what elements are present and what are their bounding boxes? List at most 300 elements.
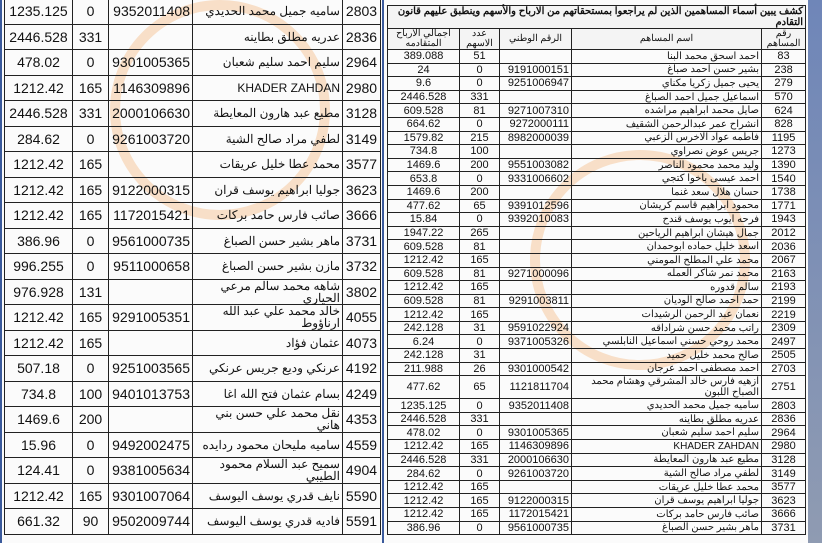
table-row xyxy=(388,240,806,254)
national-id-cell: 2000106630 xyxy=(500,453,572,467)
shares-count-cell: 165 xyxy=(73,203,109,229)
national-id-cell xyxy=(500,185,572,199)
total-dividends-cell: 653.8 xyxy=(388,172,460,186)
shareholder-name-cell: محمود ابراهيم قاسم كريشان xyxy=(572,199,762,213)
table-row xyxy=(388,63,806,77)
shares-count-cell: 0 xyxy=(73,228,109,254)
national-id-cell: 9271000096 xyxy=(500,267,572,281)
shares-count-cell: 331 xyxy=(460,90,500,104)
shares-count-cell: 200 xyxy=(460,185,500,199)
shares-count-cell: 0 xyxy=(460,426,500,440)
national-id-cell xyxy=(500,281,572,295)
shareholder-number-cell: 2505 xyxy=(762,349,806,363)
table-title-row xyxy=(388,6,806,29)
shareholder-name-cell: جمال هيشان ابراهيم الرياحين xyxy=(572,226,762,240)
national-id-cell: 2000106630 xyxy=(109,101,193,127)
table-row xyxy=(5,101,381,127)
national-id-cell xyxy=(109,152,193,178)
national-id-cell xyxy=(500,240,572,254)
table-row xyxy=(388,145,806,159)
national-id-cell: 9502009744 xyxy=(109,509,193,535)
shares-count-cell: 165 xyxy=(460,508,500,522)
shareholder-name-cell: اسماعيل جميل احمد الصباغ xyxy=(572,90,762,104)
total-dividends-cell: 1212.42 xyxy=(388,440,460,454)
total-dividends-cell: 1212.42 xyxy=(388,281,460,295)
national-id-cell: 1121811704 xyxy=(500,376,572,399)
table-row xyxy=(388,50,806,64)
shareholder-name-cell: حسان هلال سعد غنما xyxy=(572,185,762,199)
total-dividends-cell: 609.528 xyxy=(388,267,460,281)
total-dividends-cell: 1469.6 xyxy=(388,158,460,172)
shareholder-name-cell: جوليا ابراهيم يوسف قران xyxy=(193,177,343,203)
national-id-cell: 9391012596 xyxy=(500,199,572,213)
national-id-cell: 9511000658 xyxy=(109,254,193,280)
shareholder-number-cell: 828 xyxy=(762,117,806,131)
table-row xyxy=(5,50,381,76)
shares-count-cell: 81 xyxy=(460,294,500,308)
shareholder-name-cell: KHADER ZAHDAN xyxy=(572,440,762,454)
shareholder-name-cell: نايف قدري يوسف اليوسف xyxy=(193,483,343,509)
shares-count-cell: 331 xyxy=(73,24,109,50)
table-row xyxy=(388,117,806,131)
shares-count-cell: 0 xyxy=(73,126,109,152)
total-dividends-cell: 2446.528 xyxy=(5,101,73,127)
total-dividends-cell: 284.62 xyxy=(5,126,73,152)
table-row xyxy=(5,254,381,280)
shareholder-name-cell: بسام عثمان فتح الله اغا xyxy=(193,381,343,407)
national-id-cell: 9291005351 xyxy=(109,305,193,331)
shareholder-name-cell: ساميه جميل محمد الحديدي xyxy=(193,0,343,24)
table-row xyxy=(388,199,806,213)
shareholder-number-cell: 3149 xyxy=(762,467,806,481)
total-dividends-cell: 1235.125 xyxy=(388,399,460,413)
shareholder-number-cell: 3577 xyxy=(343,152,381,178)
shareholders-table-right xyxy=(387,5,806,535)
shares-count-cell: 0 xyxy=(460,467,500,481)
total-dividends-cell: 1212.42 xyxy=(5,483,73,509)
shareholder-number-cell: 2309 xyxy=(762,321,806,335)
shareholder-number-cell: 2163 xyxy=(762,267,806,281)
national-id-cell xyxy=(500,253,572,267)
shareholder-number-cell: 5590 xyxy=(343,483,381,509)
shares-count-cell: 90 xyxy=(73,509,109,535)
shareholder-name-cell: فاديه قدري يوسف اليوسف xyxy=(193,509,343,535)
table-row xyxy=(388,104,806,118)
table-row xyxy=(388,213,806,227)
table-row xyxy=(388,349,806,363)
shareholder-name-cell: عثمان فؤاد xyxy=(193,330,343,356)
total-dividends-cell: 2446.528 xyxy=(388,412,460,426)
shareholder-number-cell: 1771 xyxy=(762,199,806,213)
table-row xyxy=(388,426,806,440)
total-dividends-cell: 1212.42 xyxy=(388,308,460,322)
shareholder-number-cell: 2836 xyxy=(343,24,381,50)
table-row xyxy=(5,126,381,152)
shares-count-cell: 31 xyxy=(460,321,500,335)
shareholder-number-cell: 2964 xyxy=(762,426,806,440)
national-id-cell xyxy=(500,50,572,64)
shareholder-name-cell: ازهيه فارس خالد المشرقي وهشام محمد الصباح اللبون xyxy=(572,376,762,399)
shareholder-number-cell: 2012 xyxy=(762,226,806,240)
shareholder-number-cell: 279 xyxy=(762,77,806,91)
shares-count-cell: 65 xyxy=(460,199,500,213)
shareholder-number-cell: 3666 xyxy=(343,203,381,229)
shares-count-cell: 0 xyxy=(73,50,109,76)
header-shareholder-name: اسم المساهم xyxy=(572,29,762,50)
national-id-cell: 9392010083 xyxy=(500,213,572,227)
shareholder-number-cell: 4192 xyxy=(343,356,381,382)
national-id-cell xyxy=(500,480,572,494)
total-dividends-cell: 2446.528 xyxy=(388,90,460,104)
shareholder-name-cell: سليم احمد سليم شعبان xyxy=(572,426,762,440)
shareholder-number-cell: 2803 xyxy=(762,399,806,413)
shareholder-number-cell: 238 xyxy=(762,63,806,77)
total-dividends-cell: 609.528 xyxy=(388,240,460,254)
national-id-cell: 9331006602 xyxy=(500,172,572,186)
national-id-cell: 1172015421 xyxy=(500,508,572,522)
table-row xyxy=(388,376,806,399)
shareholder-name-cell: بشير حسن احمد صباغ xyxy=(572,63,762,77)
header-national-id: الرقم الوطني xyxy=(500,29,572,50)
table-row xyxy=(388,521,806,535)
shareholder-number-cell: 1195 xyxy=(762,131,806,145)
table-row xyxy=(5,203,381,229)
national-id-cell xyxy=(109,407,193,433)
table-row xyxy=(388,508,806,522)
shares-count-cell: 0 xyxy=(73,0,109,24)
national-id-cell: 9551003082 xyxy=(500,158,572,172)
table-row xyxy=(388,362,806,376)
shareholder-number-cell: 3731 xyxy=(762,521,806,535)
total-dividends-cell: 389.088 xyxy=(388,50,460,64)
total-dividends-cell: 1212.42 xyxy=(5,203,73,229)
national-id-cell xyxy=(500,308,572,322)
total-dividends-cell: 124.41 xyxy=(5,458,73,484)
shareholder-number-cell: 3149 xyxy=(343,126,381,152)
header-total-dividends: اجمالي الارباح المتقادمه xyxy=(388,29,460,50)
shares-count-cell: 165 xyxy=(73,152,109,178)
table-row xyxy=(5,0,381,24)
shares-count-cell: 165 xyxy=(460,308,500,322)
shareholder-name-cell: ماهر بشير حسن الصباغ xyxy=(193,228,343,254)
table-row xyxy=(388,294,806,308)
background-edge xyxy=(808,0,822,543)
total-dividends-cell: 477.62 xyxy=(388,376,460,399)
total-dividends-cell: 284.62 xyxy=(388,467,460,481)
shareholder-number-cell: 2067 xyxy=(762,253,806,267)
shares-count-cell: 0 xyxy=(460,521,500,535)
shares-count-cell: 65 xyxy=(460,376,500,399)
national-id-cell xyxy=(500,412,572,426)
total-dividends-cell: 477.62 xyxy=(388,199,460,213)
shares-count-cell: 0 xyxy=(460,117,500,131)
shareholder-number-cell: 2036 xyxy=(762,240,806,254)
shareholder-number-cell: 570 xyxy=(762,90,806,104)
shares-count-cell: 331 xyxy=(460,412,500,426)
table-title: كشف يبين أسماء المساهمين الذين لم يراجعوا بمستحقاتهم من الارباح والأسهم وينطبق عليهم قانون التقادم xyxy=(388,6,806,29)
total-dividends-cell: 24 xyxy=(388,63,460,77)
table-row xyxy=(5,228,381,254)
total-dividends-cell: 1212.42 xyxy=(388,494,460,508)
shareholder-number-cell: 5591 xyxy=(343,509,381,535)
shareholders-table-left xyxy=(4,0,381,535)
total-dividends-cell: 386.96 xyxy=(5,228,73,254)
shares-count-cell: 200 xyxy=(460,158,500,172)
table-row xyxy=(388,321,806,335)
shares-count-cell: 165 xyxy=(460,281,500,295)
total-dividends-cell: 6.24 xyxy=(388,335,460,349)
shares-count-cell: 165 xyxy=(460,480,500,494)
shareholder-name-cell: لطفي مراد صالح الشية xyxy=(572,467,762,481)
national-id-cell: 9261003720 xyxy=(500,467,572,481)
shareholder-name-cell: سميح عبد السلام محمود الطيبي xyxy=(193,458,343,484)
shareholder-name-cell: محمد نمر شاكر العمله xyxy=(572,267,762,281)
table-row xyxy=(388,453,806,467)
shareholder-name-cell: عدريه مطلق بطاينه xyxy=(193,24,343,50)
shareholder-number-cell: 3623 xyxy=(762,494,806,508)
shareholder-number-cell: 1273 xyxy=(762,145,806,159)
total-dividends-cell: 1212.42 xyxy=(5,152,73,178)
shareholder-number-cell: 3732 xyxy=(343,254,381,280)
total-dividends-cell: 1212.42 xyxy=(5,75,73,101)
total-dividends-cell: 211.988 xyxy=(388,362,460,376)
national-id-cell: 9191000151 xyxy=(500,63,572,77)
shares-count-cell: 0 xyxy=(460,172,500,186)
total-dividends-cell: 661.32 xyxy=(5,509,73,535)
shareholder-name-cell: KHADER ZAHDAN xyxy=(193,75,343,101)
table-row xyxy=(388,281,806,295)
national-id-cell: 9291003811 xyxy=(500,294,572,308)
table-row xyxy=(5,458,381,484)
national-id-cell: 9122000315 xyxy=(500,494,572,508)
shares-count-cell: 0 xyxy=(460,63,500,77)
shareholder-name-cell: عرنكي وديع جريس عرنكي xyxy=(193,356,343,382)
table-row xyxy=(388,226,806,240)
shareholder-number-cell: 3731 xyxy=(343,228,381,254)
shareholder-name-cell: ساميه مليحان محمود ردايده xyxy=(193,432,343,458)
national-id-cell: 9352011408 xyxy=(109,0,193,24)
shares-count-cell: 165 xyxy=(73,330,109,356)
shares-count-cell: 0 xyxy=(460,335,500,349)
total-dividends-cell: 386.96 xyxy=(388,521,460,535)
shareholder-number-cell: 2980 xyxy=(343,75,381,101)
national-id-cell xyxy=(500,226,572,240)
shares-count-cell: 81 xyxy=(460,267,500,281)
total-dividends-cell: 609.528 xyxy=(388,294,460,308)
national-id-cell: 9122000315 xyxy=(109,177,193,203)
shareholder-name-cell: فرحه ايوب يوسف قندح xyxy=(572,213,762,227)
shareholder-number-cell: 2964 xyxy=(343,50,381,76)
shares-count-cell: 0 xyxy=(73,432,109,458)
national-id-cell: 9251003565 xyxy=(109,356,193,382)
shareholder-name-cell: جريس عوض نصراوي xyxy=(572,145,762,159)
shareholder-number-cell: 4904 xyxy=(343,458,381,484)
shareholder-name-cell: صائب فارس حامد بركات xyxy=(193,203,343,229)
shareholder-number-cell: 3577 xyxy=(762,480,806,494)
shareholder-name-cell: راتب محمد حسن شراداقه xyxy=(572,321,762,335)
total-dividends-cell: 478.02 xyxy=(5,50,73,76)
total-dividends-cell: 1947.22 xyxy=(388,226,460,240)
shares-count-cell: 51 xyxy=(460,50,500,64)
table-row xyxy=(388,77,806,91)
shareholder-name-cell: فاطمه عواد الاخرس الزعبي xyxy=(572,131,762,145)
shareholder-number-cell: 4249 xyxy=(343,381,381,407)
total-dividends-cell: 1469.6 xyxy=(5,407,73,433)
table-row xyxy=(5,509,381,535)
shareholder-name-cell: وليد محمد محمود الناصر xyxy=(572,158,762,172)
table-row xyxy=(388,308,806,322)
shareholder-number-cell: 1390 xyxy=(762,158,806,172)
shareholder-number-cell: 1540 xyxy=(762,172,806,186)
shares-count-cell: 0 xyxy=(460,77,500,91)
table-row xyxy=(5,305,381,331)
shareholder-number-cell: 3128 xyxy=(762,453,806,467)
total-dividends-cell: 478.02 xyxy=(388,426,460,440)
shares-count-cell: 265 xyxy=(460,226,500,240)
table-row xyxy=(388,267,806,281)
total-dividends-cell: 1212.42 xyxy=(388,508,460,522)
national-id-cell: 1146309896 xyxy=(109,75,193,101)
total-dividends-cell: 734.8 xyxy=(5,381,73,407)
total-dividends-cell: 15.96 xyxy=(5,432,73,458)
shareholder-number-cell: 4559 xyxy=(343,432,381,458)
national-id-cell xyxy=(109,330,193,356)
shareholder-name-cell: صالح محمد خليل حميد xyxy=(572,349,762,363)
shares-count-cell: 165 xyxy=(73,75,109,101)
shareholder-number-cell: 3128 xyxy=(343,101,381,127)
shares-count-cell: 331 xyxy=(460,453,500,467)
shares-count-cell: 165 xyxy=(73,305,109,331)
national-id-cell: 9301005365 xyxy=(109,50,193,76)
shareholder-number-cell: 3623 xyxy=(343,177,381,203)
national-id-cell: 9352011408 xyxy=(500,399,572,413)
shareholder-number-cell: 624 xyxy=(762,104,806,118)
table-row xyxy=(388,467,806,481)
total-dividends-cell: 1212.42 xyxy=(5,305,73,331)
shareholder-number-cell: 1943 xyxy=(762,213,806,227)
shareholder-number-cell: 2703 xyxy=(762,362,806,376)
table-row xyxy=(388,158,806,172)
table-row xyxy=(5,177,381,203)
table-row xyxy=(5,279,381,305)
total-dividends-cell: 609.528 xyxy=(388,104,460,118)
national-id-cell: 9561000735 xyxy=(500,521,572,535)
shares-count-cell: 0 xyxy=(73,356,109,382)
total-dividends-cell: 996.255 xyxy=(5,254,73,280)
shares-count-cell: 165 xyxy=(73,483,109,509)
shareholder-name-cell: احمد مصطفى احمد عرجان xyxy=(572,362,762,376)
shareholder-name-cell: يحيى جميل زكريا مكناي xyxy=(572,77,762,91)
total-dividends-cell: 1469.6 xyxy=(388,185,460,199)
table-row xyxy=(388,185,806,199)
total-dividends-cell: 2446.528 xyxy=(5,24,73,50)
table-row xyxy=(5,356,381,382)
shareholder-name-cell: صايل محمد ابراهيم مراشده xyxy=(572,104,762,118)
table-row xyxy=(388,172,806,186)
shares-count-cell: 81 xyxy=(460,240,500,254)
national-id-cell: 9261003720 xyxy=(109,126,193,152)
table-row xyxy=(388,131,806,145)
shareholder-name-cell: ساميه جميل محمد الحديدي xyxy=(572,399,762,413)
shares-count-cell: 31 xyxy=(460,349,500,363)
national-id-cell: 1172015421 xyxy=(109,203,193,229)
shareholder-name-cell: انشراح عمر عبدالرحمن الشقيف xyxy=(572,117,762,131)
shareholder-number-cell: 4055 xyxy=(343,305,381,331)
national-id-cell: 9251006947 xyxy=(500,77,572,91)
table-row xyxy=(388,253,806,267)
total-dividends-cell: 15.84 xyxy=(388,213,460,227)
shareholder-number-cell: 2836 xyxy=(762,412,806,426)
shareholder-name-cell: خالد محمد علي عبد الله ارناؤوط xyxy=(193,305,343,331)
national-id-cell xyxy=(500,145,572,159)
shares-count-cell: 331 xyxy=(73,101,109,127)
shareholder-name-cell: محمد عطا خليل عريقات xyxy=(572,480,762,494)
shares-count-cell: 26 xyxy=(460,362,500,376)
national-id-cell: 9301000542 xyxy=(500,362,572,376)
shareholder-number-cell: 4073 xyxy=(343,330,381,356)
table-row xyxy=(5,75,381,101)
shareholder-name-cell: حمد احمد صالح الوديان xyxy=(572,294,762,308)
shareholder-name-cell: ماهر بشير حسن الصباغ xyxy=(572,521,762,535)
shareholder-number-cell: 83 xyxy=(762,50,806,64)
shareholder-name-cell: محمد علي المطلح المومني xyxy=(572,253,762,267)
shareholder-name-cell: محمد روحي حسني اسماعيل النابلسي xyxy=(572,335,762,349)
shares-count-cell: 131 xyxy=(73,279,109,305)
table-row xyxy=(5,483,381,509)
table-row xyxy=(388,412,806,426)
shareholder-name-cell: سالم قدوره xyxy=(572,281,762,295)
shareholder-name-cell: محمد عطا خليل عريقات xyxy=(193,152,343,178)
national-id-cell: 9591022924 xyxy=(500,321,572,335)
shares-count-cell: 165 xyxy=(73,177,109,203)
shareholder-number-cell: 3666 xyxy=(762,508,806,522)
shareholder-number-cell: 2219 xyxy=(762,308,806,322)
national-id-cell xyxy=(500,349,572,363)
shareholder-number-cell: 2751 xyxy=(762,376,806,399)
shareholder-name-cell: جوليا ابراهيم يوسف قران xyxy=(572,494,762,508)
shareholder-name-cell: مازن بشير حسن الصباغ xyxy=(193,254,343,280)
shares-count-cell: 0 xyxy=(460,213,500,227)
shareholder-number-cell: 2199 xyxy=(762,294,806,308)
shareholder-name-cell: صائب فارس حامد بركات xyxy=(572,508,762,522)
total-dividends-cell: 1235.125 xyxy=(5,0,73,24)
total-dividends-cell: 1212.42 xyxy=(5,330,73,356)
national-id-cell: 9271007310 xyxy=(500,104,572,118)
shareholder-name-cell: عدريه مطلق بطاينه xyxy=(572,412,762,426)
shareholder-number-cell: 4353 xyxy=(343,407,381,433)
table-row xyxy=(388,399,806,413)
shareholder-name-cell: احمد عيسى باخوا كتجي xyxy=(572,172,762,186)
total-dividends-cell: 507.18 xyxy=(5,356,73,382)
total-dividends-cell: 1212.42 xyxy=(388,480,460,494)
shares-count-cell: 100 xyxy=(460,145,500,159)
shares-count-cell: 0 xyxy=(73,458,109,484)
shareholder-number-cell: 1738 xyxy=(762,185,806,199)
national-id-cell xyxy=(500,90,572,104)
shareholder-name-cell: سليم احمد سليم شعبان xyxy=(193,50,343,76)
table-row xyxy=(5,407,381,433)
shares-count-cell: 165 xyxy=(460,253,500,267)
table-row xyxy=(388,494,806,508)
table-row xyxy=(5,330,381,356)
national-id-cell: 8982000039 xyxy=(500,131,572,145)
total-dividends-cell: 976.928 xyxy=(5,279,73,305)
national-id-cell: 9371005326 xyxy=(500,335,572,349)
national-id-cell: 9272000111 xyxy=(500,117,572,131)
national-id-cell: 9492002475 xyxy=(109,432,193,458)
header-shareholder-number: رقم المساهم xyxy=(762,29,806,50)
shareholder-name-cell: لطفي مراد صالح الشية xyxy=(193,126,343,152)
